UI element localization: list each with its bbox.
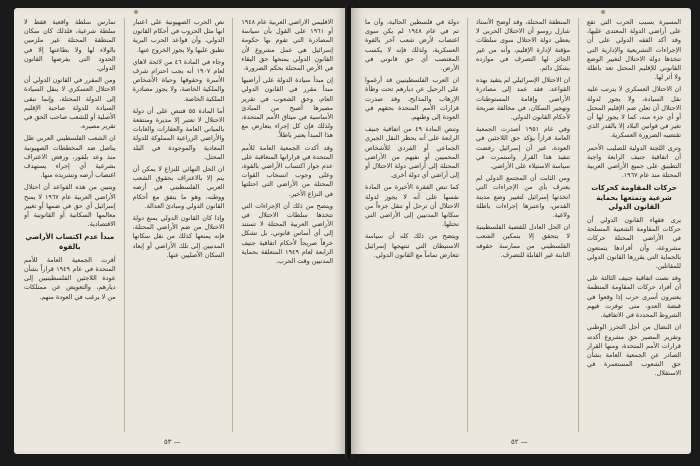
paragraph: ان الحل العادل للقضية الفلسطينية لا يتحقق إلا بتمكين الشعب الفلسطيني من ممارسة حقوقه الثابتة غير القابلة للتصرف.	[476, 223, 570, 259]
column-divider	[124, 18, 125, 432]
paragraph: ومن المقرر في القانون الدولي أن الاحتلال العسكري لا ينقل السيادة إلى الدولة المحتلة، وإنما تبقى السيادة للدولة صاحبة الإقليم الأصلية أو للشعب صاحب الحق في تقرير مصيره.	[23, 76, 116, 131]
paragraph: أقرت الجمعية العامة للأمم المتحدة في عام ١٩٤٩ قراراً بشأن عودة اللاجئين الفلسطينيين إلى ديارهم، والتعويض عن ممتلكات من لا يرغب في العودة منهم.	[23, 255, 116, 301]
column-divider	[232, 18, 233, 432]
paragraph: وإذا كان القانون الدولي يمنع دولة الاحتلال من ضم الأراضي المحتلة، فإنه يمنعها كذلك من نقل سكانها المدنيين إلى تلك الأراضي أو إبعاد السكان الأصليين عنها.	[132, 214, 225, 259]
paragraph: وقد نصت اتفاقية جنيف الثالثة على أن أفراد حركات المقاومة المنظمة يعتبرون أسرى حرب إذا وقعوا في قبضة العدو، متى توفرت فيهم الشروط المحددة في الاتفاقية.	[587, 274, 681, 320]
paragraph: ان النضال من أجل التحرر الوطني وتقرير المصير حق مشروع أكدته قرارات الأمم المتحدة، ومنها القرار الصادر عن الجمعية العامة بشأن حق الشعوب المستعمرة في الاستقلال.	[587, 323, 681, 378]
paragraph: أما المادة ٥٥ فتنص على أن دولة الاحتلال لا تعتبر إلا مديرة ومنتفعة بالمباني العامة والعقارات والغابات والأراضي الزراعية المملوكة للدولة المعادية والموجودة في البلد المحتل.	[132, 106, 225, 161]
column-divider	[467, 18, 468, 432]
paragraph: إن مبدأ سيادة الدولة على أراضيها مبدأ مقرر في القانون الدولي العام، وحق الشعوب في تقرير مصيرها أصبح من المبادئ الأساسية في ميثاق الأمم المتحدة، ولذلك فإن كل إجراء يتعارض مع هذا المبدأ يعتبر باطلاً.	[241, 76, 333, 140]
paragraph: ويتضح من ذلك أن الإجراءات التي تتخذها سلطات الاحتلال في الأراضي العربية المحتلة لا تستند إلى أي أساس قانوني، بل تشكل خرقاً صريحاً لأحكام اتفاقية جنيف الرابعة لعام ١٩٤٩ المتعلقة بحماية المدنيين وقت الحرب.	[241, 201, 333, 266]
paragraph: وجاء في المادة ٤٦ من لائحة لاهاي لعام ١٩٠٧ أنه يجب احترام شرف الأسرة وحقوقها وحياة الأشخاص والملكية الخاصة، ولا يجوز مصادرة الملكية الخاصة.	[132, 57, 225, 103]
paragraph: كما تنص الفقرة الأخيرة من المادة نفسها على أنه لا يجوز لدولة الاحتلال أن ترحل أو تنقل جزءاً من سكانها المدنيين إلى الأراضي التي تحتلها.	[365, 183, 459, 229]
left-col-2	[133, 18, 225, 432]
right-page-columns	[365, 18, 681, 432]
right-col-3	[365, 18, 459, 432]
paragraph: ومن الثابت أن المجتمع الدولي لم يعترف بأي من الإجراءات التي اتخذتها إسرائيل لتغيير وضع مدينة القدس، واعتبرها إجراءات باطلة ولاغية.	[476, 174, 570, 220]
paragraph: ويتبين من هذه القواعد أن احتلال الأراضي العربية عام ١٩٦٧ لا يمنح إسرائيل أي حق في ضمها أو تغيير معالمها السكانية أو القانونية أو الاقتصادية.	[23, 183, 116, 229]
section-heading: مبدأ عدم اكتساب الأراضي بالقوة	[25, 233, 115, 251]
left-col-1	[241, 18, 333, 432]
paragraph: وترى اللجنة الدولية للصليب الأحمر أن اتفاقية جنيف الرابعة واجبة التطبيق على جميع الأراضي العربية المحتلة منذ عام ١٩٦٧.	[587, 143, 681, 180]
page-number: ٥٣ —	[164, 438, 181, 446]
paragraph: ويتضح من ذلك كله أن سياسة الاستيطان التي تنتهجها إسرائيل تتعارض تماماً مع القانون الدولي.	[365, 232, 459, 259]
column-divider	[578, 18, 579, 432]
paragraph: ان الاحتلال الإسرائيلي لم يتقيد بهذه القواعد، فقد عمد إلى مصادرة الأراضي وإقامة المستوطنات وتهجير السكان، في مخالفة صريحة لأحكام القانون الدولي.	[476, 76, 570, 122]
paragraph: المنطقة المحتلة، وقد أوضح الأستاذ شارل روسو أن الاحتلال الحربي لا يعطي دولة الاحتلال سوى سلطات مؤقتة لإدارة الإقليم، وأنه من غير الجائز لها التصرف في موارده بشكل دائم.	[476, 18, 570, 73]
right-col-1	[587, 18, 681, 432]
punch-hole	[134, 10, 138, 14]
paragraph: الاقليمي الاراضي العربية عام ١٩٤٨ أو ١٩٦١ على القول بأن سياسة المصادرة التي تقوم بها حكومة إسرائيل هي عمل مشروع لأن القانون الدولي يمنحها حق البقاء في الأرض المحتلة بحكم الضرورة.	[241, 18, 333, 73]
paragraph: وقد أكدت الجمعية العامة للأمم المتحدة في قراراتها المتعاقبة على عدم جواز اكتساب الأراضي بالقوة، وعلى وجوب انسحاب القوات المحتلة من الأراضي التي احتلتها في النزاع الأخير.	[241, 143, 333, 198]
punch-hole	[601, 10, 605, 14]
paragraph: ان الاحتلال العسكري لا يترتب عليه نقل السيادة، ولا يجوز لدولة الاحتلال أن تعلن ضم الإقليم المحتل أو أي جزء منه، كما لا يجوز لها أن تغير في قوانين البلاد إلا بالقدر الذي تقتضيه الضرورة العسكرية.	[587, 85, 681, 140]
paragraph: يرى فقهاء القانون الدولي أن حركات المقاومة الشعبية المسلحة في الأراضي المحتلة حركات مشروعة، وأن أفرادها يتمتعون بالحماية التي يقررها القانون الدولي للمقاتلين.	[587, 216, 681, 271]
paragraph: ان الحل النهائي للنزاع لا يمكن أن يتم إلا بالاعتراف بحقوق الشعب العربي الفلسطيني في أرضه ووطنه، وهو ما يتفق مع أحكام القانون الدولي ومبادئ العدالة.	[132, 165, 225, 210]
left-page-columns	[24, 18, 333, 432]
paragraph: دولة في فلسطين الحالية، وأن ما تم في عام ١٩٤٨ لم يكن سوى اغتصاب لأرض شعب آخر بالقوة العسكرية، ولذلك فإنه لا يكسب المغتصب أي حق قانوني في الأرض.	[365, 18, 459, 73]
paragraph: تمارس سلطة واقعية فقط لا سلطة شرعية، فلذلك كان سكان المنطقة المحتلة غير ملزمين بالولاء لها ولا بطاعتها إلا في الحدود التي يفرضها القانون الدولي.	[23, 18, 116, 73]
paragraph: ان الشعب الفلسطيني العربي ظل يناضل ضد المخططات الصهيونية منذ وعد بلفور، ورفض الاعتراف بشرعية أي إجراء يستهدف اغتصاب أرضه وتشريده منها.	[23, 134, 116, 180]
left-col-3	[24, 18, 116, 432]
paragraph: وفي عام ١٩٥١ أصدرت الجمعية العامة قراراً يؤكد حق اللاجئين في العودة، غير أن إسرائيل رفضت تنفيذ هذا القرار واستمرت في سياسة الاستيلاء على الأراضي.	[476, 125, 570, 171]
page-number: ٥٢ —	[511, 438, 528, 446]
right-page	[351, 8, 691, 454]
section-heading: حركات المقاومة كحركات شرعية وتمتعها بحماية القانون الدولي	[591, 184, 677, 211]
paragraph: وتنص المادة ٤٩ من اتفاقية جنيف الرابعة على أنه يحظر النقل الجبري الجماعي أو الفردي للأشخاص المحميين أو نفيهم من الأراضي المحتلة إلى أراضي دولة الاحتلال أو إلى أراضي أي دولة أخرى.	[365, 125, 459, 180]
paragraph: نص الحرب الصهيونية على اعتبار انها مثل الحروب في أحكام القانون الدولي، وأن قواعد الحرب البرية تطبق عليها ولا يجوز الخروج عنها.	[132, 18, 225, 54]
right-col-2	[476, 18, 570, 432]
paragraph: المسيرة بسبب الحرب التي تقع على أراضي الدولة المعتدى عليها، وقد أكد الفقه الدولي على أن الإجراءات التشريعية والإدارية التي تتخذها دولة الاحتلال لتغيير الوضع القانوني للإقليم المحتل تعد باطلة ولا أثر لها.	[587, 18, 681, 82]
paragraph: ان العرب الفلسطينيين قد أرغموا على الرحيل عن ديارهم تحت وطأة الإرهاب والمذابح، وقد صدرت قرارات الأمم المتحدة بحقهم في العودة إلى وطنهم.	[365, 76, 459, 122]
left-page	[14, 8, 347, 454]
